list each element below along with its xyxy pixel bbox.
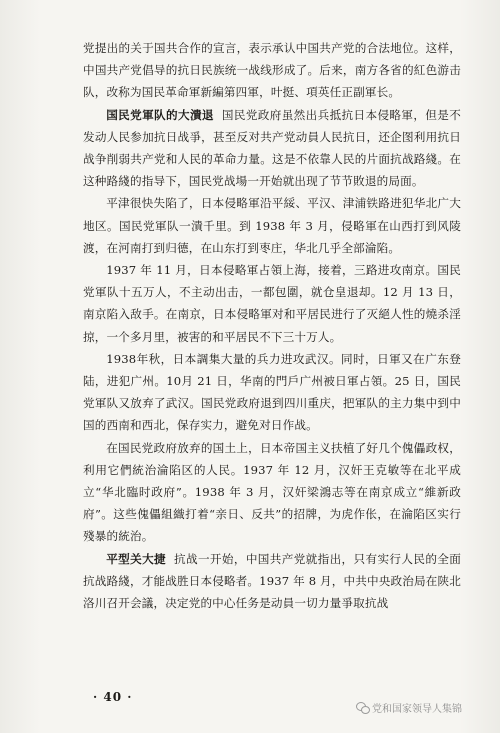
page-number: · 40 · (93, 690, 133, 704)
wechat-icon (356, 702, 369, 713)
body-text (83, 37, 461, 614)
paragraph-text: 1937 年 11 月，日本侵略軍占領上海，接着，三路进攻南京。国民党軍队十五万人，不主动出击，一都包圍，就仓皇退却。12 月 13 日，南京陷入敌手。在南京，日本侵略軍对和平居民进行了灭絕人性的燒杀淫掠，一个多月里，被害的和平居民不下三十万人。 (83, 263, 461, 344)
section-heading: 平型关大捷 (106, 551, 167, 566)
paragraph-text: 平津很快失陷了，日本侵略軍沿平綏、平汉、津浦铁路进犯华北广大地区。国民党軍队一潰千里。到 1938 年 3 月，侵略軍在山西打到风陵渡，在河南打到归德，在山东打到枣庄，华北几乎全部淪陷。 (83, 196, 461, 255)
watermark (356, 700, 462, 715)
paragraph-1 (83, 37, 461, 104)
paragraph-7 (83, 548, 461, 615)
paragraph-6 (83, 437, 461, 548)
paragraph-4 (83, 259, 461, 348)
section-heading: 国民党軍队的大潰退 (106, 107, 214, 122)
paragraph-text: 1938年秋，日本調集大量的兵力进攻武汉。同时，日軍又在广东登陆，进犯广州。10月 21 日，华南的門戶广州被日軍占領。25 日，国民党軍队又放弃了武汉。国民党政府退到四川重庆，把軍队的主力集中到中国的西南和西北，保存实力，避免对日作战。 (83, 351, 461, 433)
paragraph-text: 在国民党政府放弃的国土上，日本帝国主义扶植了好几个傀儡政权，利用它們統治淪陷区的人民。1937 年 12 月，汉奸王克敏等在北平成立“华北臨时政府”。1938 年 3 月，汉奸梁鴻志等在南京成立“維新政府”。这些傀儡組織打着“亲日、反共”的招牌，为虎作伥，在淪陷区实行殘暴的統治。 (83, 440, 461, 544)
paragraph-text: 抗战一开始，中国共产党就指出，只有实行人民的全面抗战路綫，才能战胜日本侵略者。1937 年 8 月，中共中央政治局在陕北洛川召开会議，决定党的中心任务是动員一切力量爭取抗战 (83, 551, 461, 611)
paragraph-3 (83, 192, 461, 259)
paragraph-text: 党提出的关于国共合作的宣言，表示承认中国共产党的合法地位。这样，中国共产党倡导的抗日民族统一战线形成了。后来，南方各省的紅色游击队，改称为国民革命軍新編第四軍，叶挺、項英任正副軍长。 (83, 41, 461, 100)
paragraph-5 (83, 348, 461, 437)
watermark-text: 党和国家领导人集锦 (372, 704, 462, 715)
paragraph-2 (83, 104, 461, 193)
paragraph-text: 国民党政府虽然出兵抵抗日本侵略軍，但是不发动人民参加抗日战爭，甚至反对共产党动員人民抗日，还企图利用抗日战争削弱共产党和人民的革命力量。这是不依靠人民的片面抗战路綫。在这种路綫的指导下，国民党战場一开始就出现了节节敗退的局面。 (83, 107, 461, 189)
